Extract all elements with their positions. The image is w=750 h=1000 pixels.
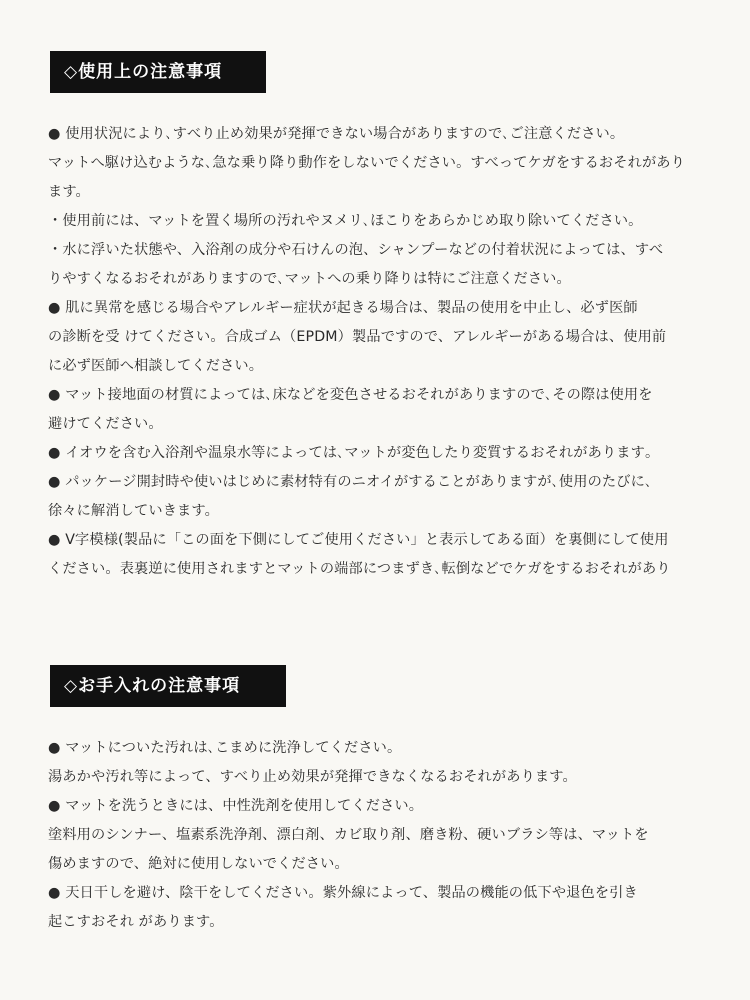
text-line: に必ず医師へ相談してください。 <box>48 358 264 374</box>
text-line: ● 天日干しを避け、陰干をしてください。紫外線によって、製品の機能の低下や退色を引き <box>48 885 638 901</box>
text-line: ● パッケージ開封時や使いはじめに素材特有のニオイがすることがありますが､使用のたびに､ <box>48 474 653 490</box>
text-line: ・使用前には、マットを置く場所の汚れやヌメリ､ほこりをあらかじめ取り除いてください。 <box>48 213 643 229</box>
text-line: ・水に浮いた状態や、入浴剤の成分や石けんの泡、シャンプーなどの付着状況によっては、すべ <box>48 242 664 258</box>
usage-cautions-section <box>0 51 750 584</box>
text-line: ● マットを洗うときには、中性洗剤を使用してください。 <box>48 798 424 814</box>
text-line: ● 肌に異常を感じる場合やアレルギー症状が起きる場合は、製品の使用を中止し、必ず医師 <box>48 300 638 316</box>
text-line: りやすくなるおそれがありますので､マットへの乗り降りは特にご注意ください｡ <box>48 271 564 287</box>
text-line: 避けてください。 <box>48 416 163 432</box>
text-line: ください。表裏逆に使用されますとマットの端部につまずき､転倒などでケガをするおそれがあり <box>48 561 671 577</box>
usage-cautions-heading: ◇使用上の注意事項 <box>50 51 266 93</box>
care-cautions-text <box>0 734 718 937</box>
text-line: 湯あかや汚れ等によって、すべり止め効果が発揮できなくなるおそれがあります。 <box>48 769 577 785</box>
text-line: ● V字模様(製品に「この面を下側にしてご使用ください」と表示してある面）を裏側にして使用 <box>48 532 669 548</box>
text-line: ● イオウを含む入浴剤や温泉水等によっては､マットが変色したり変質するおそれがあります｡ <box>48 445 653 461</box>
text-line: ● マットについた汚れは､こまめに洗浄してください。 <box>48 740 402 756</box>
text-line: ます。 <box>48 184 90 200</box>
text-line: ● 使用状況により､すべり止め効果が発揮できない場合がありますので､ご注意ください｡ <box>48 126 618 142</box>
care-cautions-heading: ◇お手入れの注意事項 <box>50 665 286 707</box>
usage-cautions-text <box>0 120 718 584</box>
care-cautions-section <box>0 665 750 937</box>
text-line: 起こすおそれ があります。 <box>48 914 224 930</box>
text-line: マットへ駆け込むような､急な乗り降り動作をしないでください。すべってケガをするおそれがあり <box>48 155 685 171</box>
text-line: 塗料用のシンナー、塩素系洗浄剤、漂白剤、カビ取り剤、磨き粉、硬いブラシ等は、マットを <box>48 827 649 843</box>
text-line: ● マット接地面の材質によっては､床などを変色させるおそれがありますので､その際は使用を <box>48 387 653 403</box>
text-line: 傷めますので、絶対に使用しないでください。 <box>48 856 349 872</box>
text-line: の診断を受 けてください。合成ゴム（EPDM）製品ですので、アレルギーがある場合は、使用前 <box>48 329 667 345</box>
text-line: 徐々に解消していきます。 <box>48 503 219 519</box>
